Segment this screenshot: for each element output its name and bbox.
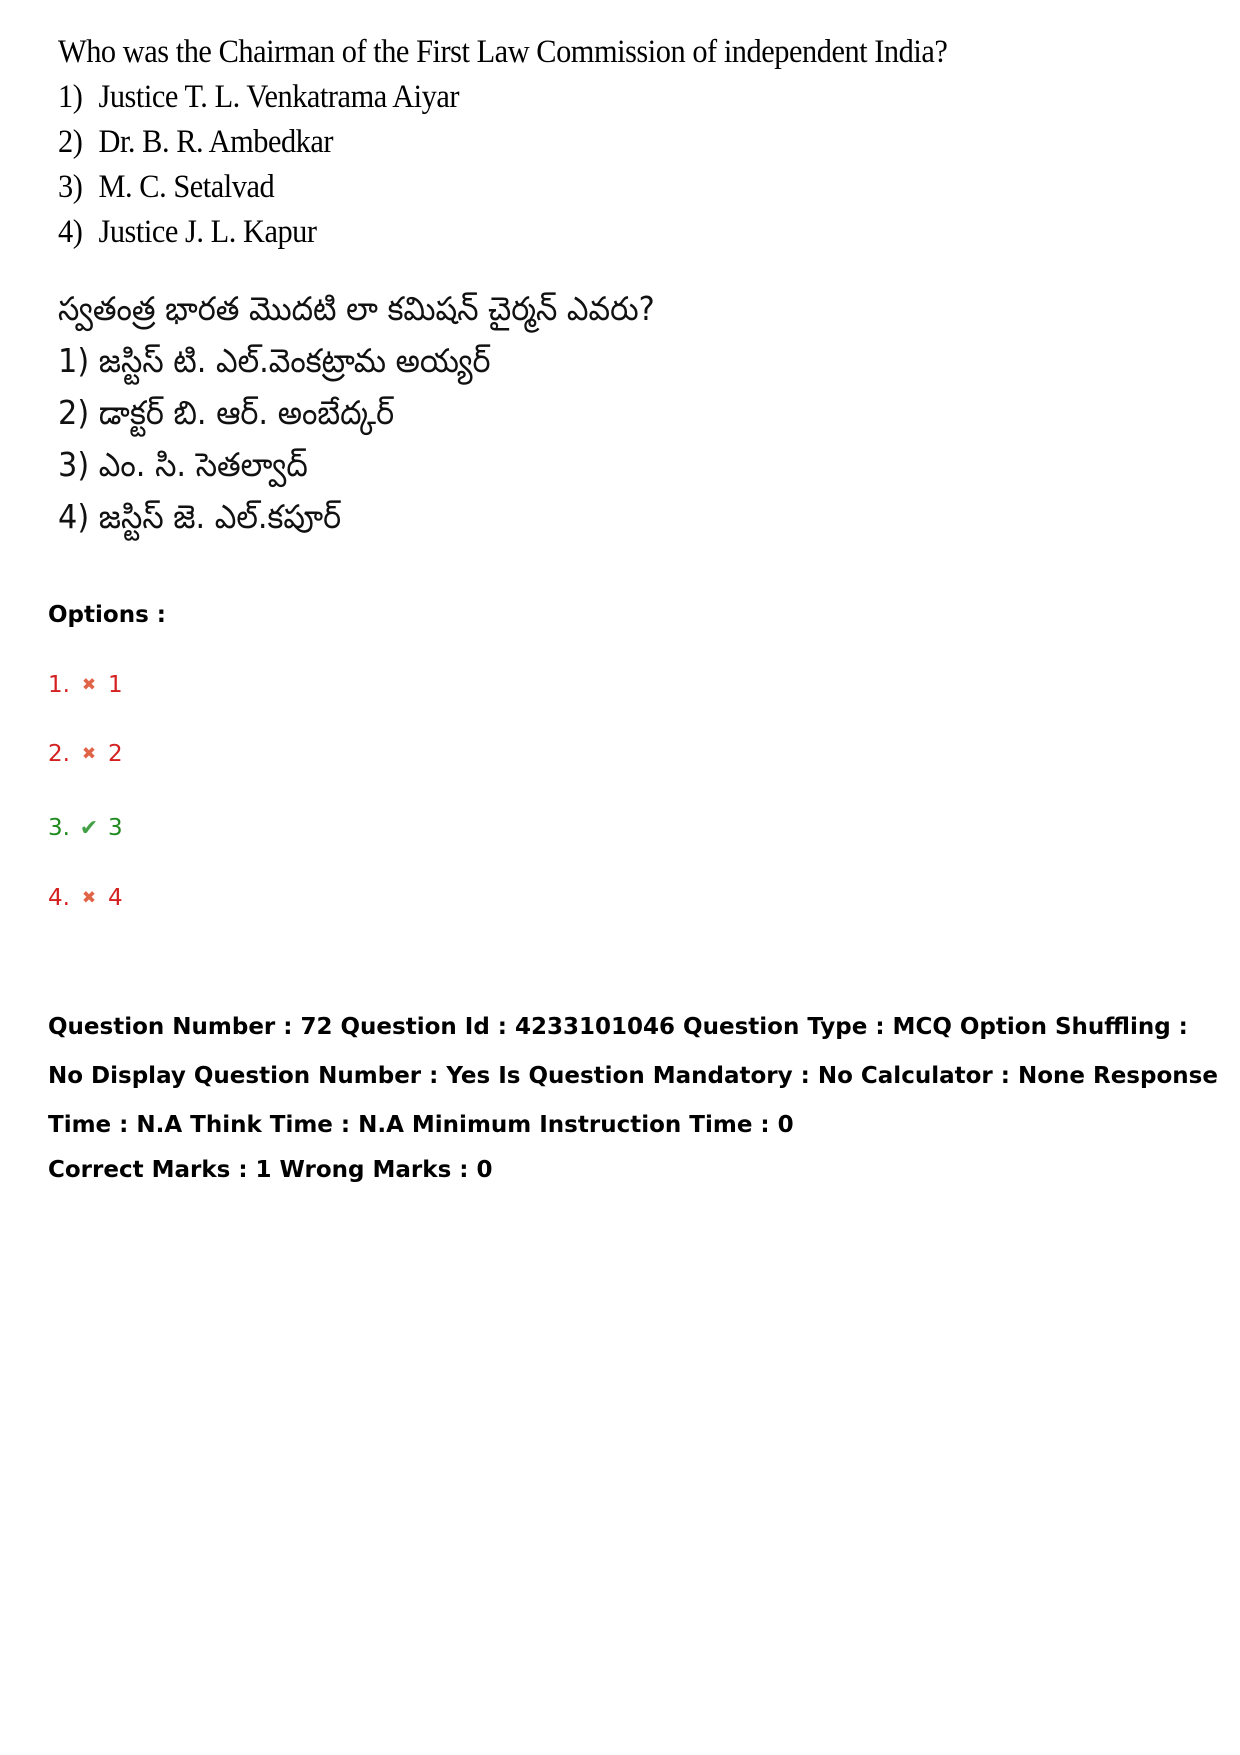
option-number: 3) [58,169,83,205]
cross-icon: ✖ [81,744,97,764]
marks-info: Correct Marks : 1 Wrong Marks : 0 [48,1157,493,1183]
answer-option-3 [48,815,123,841]
question-option-telugu-3: 3) ఎం. సి. సెతల్వాద్ [58,445,308,484]
answer-option-number: 2. [48,741,70,767]
answer-option-value: 3 [107,815,123,841]
question-telugu-block [58,283,958,543]
option-number: 2) [58,124,83,160]
answer-option-4 [48,885,123,911]
answer-option-2 [48,741,123,767]
check-icon: ✔ [79,815,99,841]
cross-icon: ✖ [81,888,97,908]
options-heading: Options : [48,602,166,628]
option-text: Justice T. L. Venkatrama Aiyar [98,79,460,115]
option-text: Dr. B. R. Ambedkar [98,124,334,160]
question-option-english-3 [58,165,886,210]
answer-option-number: 3. [48,815,70,841]
question-metadata: Question Number : 72 Question Id : 4233101046 Question Type : MCQ Option Shuffling : No Display Question Number : Yes Is Question Mandatory : No Calculator : None Response Time : N.A Think Time : N.A Minimum Instruction Time : 0 [48,1014,1218,1138]
question-stem-telugu: స్వతంత్ర భారత మొదటి లా కమిషన్ చైర్మన్ ఎవరు? [58,289,655,328]
option-text: Justice J. L. Kapur [98,214,317,250]
answer-option-number: 1. [48,672,70,698]
answer-option-value: 4 [107,885,123,911]
question-option-telugu-1: 1) జస్టిస్ టి. ఎల్.వెంకట్రామ అయ్యర్ [58,341,491,380]
cross-icon: ✖ [81,675,97,695]
question-option-english-4 [58,210,886,255]
question-option-telugu-2: 2) డాక్టర్ బి. ఆర్. అంబేద్కర్ [58,393,395,432]
question-option-english-1 [58,75,886,120]
answer-option-value: 2 [107,741,123,767]
question-option-telugu-4: 4) జస్టిస్ జె. ఎల్.కపూర్ [58,497,342,536]
answer-option-1 [48,672,123,698]
answer-option-value: 1 [107,672,123,698]
option-number: 4) [58,214,83,250]
question-image [58,30,958,543]
question-option-english-2 [58,120,886,165]
question-stem-english: Who was the Chairman of the First Law Commission of independent India? [58,34,948,70]
answer-option-number: 4. [48,885,70,911]
option-text: M. C. Setalvad [98,169,275,205]
option-number: 1) [58,79,83,115]
